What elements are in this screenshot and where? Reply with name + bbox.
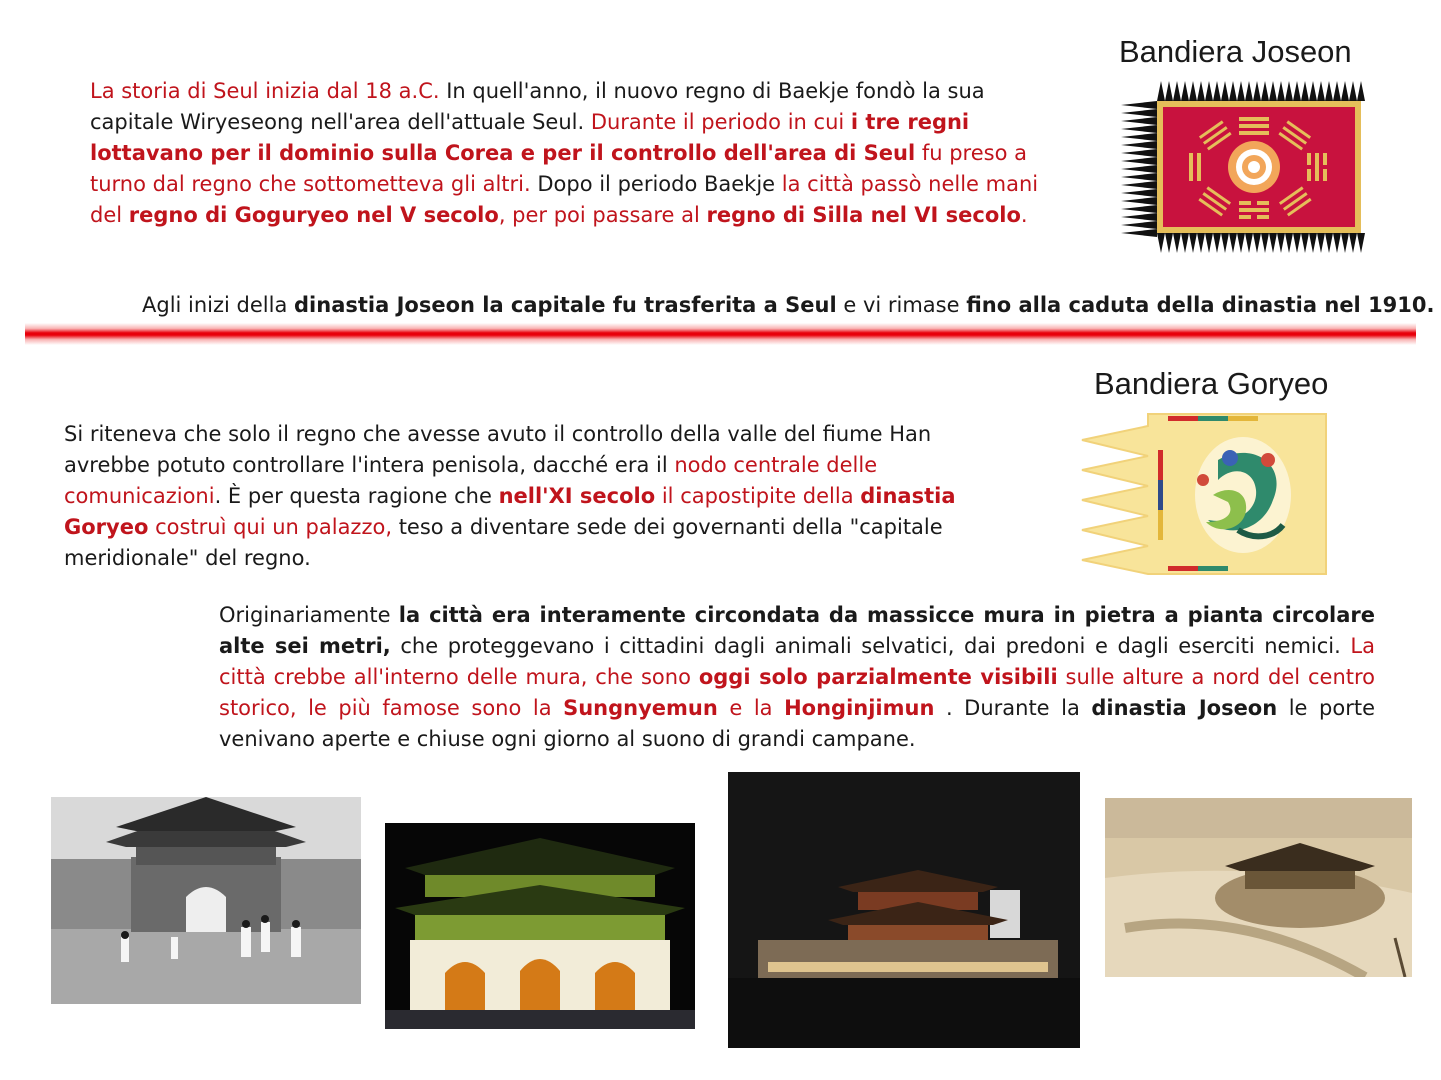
walls-s12: le porte venivano aperte e chiuse ogni giorno al suono di grandi campane.: [219, 696, 1375, 751]
han-s6: dinastia Goryeo: [64, 484, 956, 539]
illuminated-gate-photo: [385, 823, 695, 1029]
han-s3: . È per questa ragione che: [214, 484, 499, 508]
joseon-line-s2: dinastia Joseon la capitale fu trasferita a Seul: [294, 293, 837, 317]
sepia-aerial-gate-photo: [1105, 798, 1412, 977]
walls-s7: Sungnyemun: [563, 696, 718, 720]
intro-s4: i tre regni lottavano per il dominio sulla Corea e per il controllo dell'area di Seul: [90, 110, 970, 165]
intro-s1: La storia di Seul inizia dal 18 a.C.: [90, 79, 440, 103]
city-walls-paragraph: [219, 600, 1375, 755]
joseon-flag-title: Bandiera Joseon: [1119, 34, 1352, 69]
intro-s7: Dopo il periodo Baekje: [530, 172, 782, 196]
intro-s10: , per poi passare al: [498, 203, 707, 227]
gate-wall-night-photo: [728, 772, 1080, 1048]
joseon-line-s4: fino alla caduta della dinastia nel 1910.: [966, 293, 1435, 317]
han-river-paragraph: [64, 419, 1014, 574]
walls-s3: che proteggevano i cittadini dagli animali selvatici, dai predoni e dagli eserciti nemici.: [390, 634, 1351, 658]
intro-s9: regno di Goguryeo nel V secolo: [128, 203, 499, 227]
walls-s9: Honginjimun: [784, 696, 935, 720]
joseon-flag-image: [1117, 77, 1365, 257]
walls-s11: dinastia Joseon: [1091, 696, 1278, 720]
han-s4: nell'XI secolo: [498, 484, 656, 508]
intro-s8: la città passò nelle mani del: [90, 172, 1039, 227]
han-s1: Si riteneva che solo il regno che avesse avuto il controllo della valle del fiume Han avrebbe potuto controllare l'intera penisola, dacché era il: [64, 422, 932, 477]
walls-s1: Originariamente: [219, 603, 399, 627]
intro-s3: Durante il periodo in cui: [590, 110, 851, 134]
intro-s6: sottometteva gli altri.: [303, 172, 531, 196]
walls-s6: sulle alture a nord del centro storico, le più famose sono la: [219, 665, 1376, 720]
intro-s2: In quell'anno, il nuovo regno di Baekje fondò la sua capitale Wiryeseong nell'area dell'attuale Seul.: [90, 79, 985, 134]
walls-s10: . Durante la: [934, 696, 1092, 720]
intro-s11: regno di Silla nel VI secolo: [706, 203, 1021, 227]
goryeo-flag-title: Bandiera Goryeo: [1094, 366, 1329, 401]
walls-s4: La città crebbe all'interno delle mura, che sono: [219, 634, 1375, 689]
han-s2: nodo centrale delle comunicazioni: [64, 453, 878, 508]
red-divider: [25, 323, 1416, 345]
intro-s12: .: [1020, 203, 1028, 227]
han-s8: teso a diventare sede dei governanti della "capitale meridionale" del regno.: [64, 515, 943, 570]
joseon-line-s3: e vi rimase: [836, 293, 967, 317]
han-s7: costruì qui un palazzo,: [148, 515, 393, 539]
walls-s8: e la: [717, 696, 785, 720]
joseon-line-s1: Agli inizi della: [142, 293, 295, 317]
intro-s5: fu preso a turno dal regno che: [90, 141, 1027, 196]
han-s5: il capostipite della: [655, 484, 861, 508]
historic-gate-photo: [51, 797, 361, 1004]
joseon-capital-line: [142, 290, 1435, 321]
goryeo-flag-image: [1078, 410, 1328, 578]
walls-s5: oggi solo parzialmente visibili: [698, 665, 1058, 689]
intro-paragraph: [90, 76, 1050, 231]
walls-s2: la città era interamente circondata da massicce mura in pietra a pianta circolare alte sei metri,: [219, 603, 1375, 658]
